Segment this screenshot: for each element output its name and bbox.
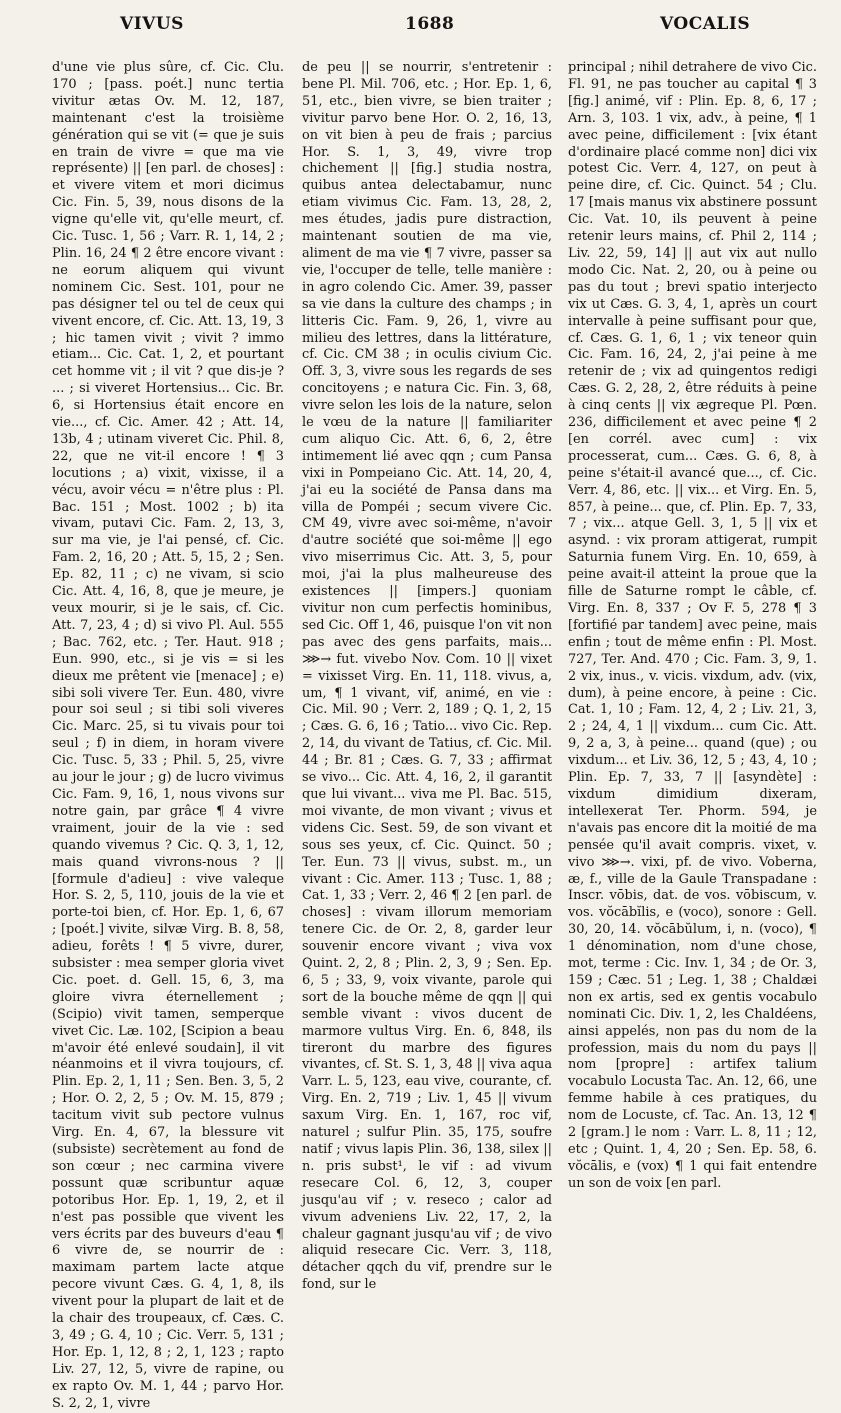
- column-text: de peu || se nourrir, s'entretenir : bene Pl. Mil. 706, etc. ; Hor. Ep. 1, 6, 51, etc., bien vivre, se bien traiter ; vivitur parvo bene Hor. O. 2, 16, 13, on vit bien à peu de frais ; parcius Hor. S. 1, 3, 49, vivre trop chichement || [fig.] studia nostra, quibus antea delectabamur, nunc etiam vivimus Cic. Fam. 13, 28, 2, mes études, jadis pure distraction, maintenant soutien de ma vie, aliment de ma vie ¶ 7 vivre, passer sa vie, l'occuper de telle, telle manière : in agro colendo Cic. Amer. 39, passer sa vie dans la culture des champs ; in litteris Cic. Fam. 9, 26, 1, vivre au milieu des lettres, dans la littérature, cf. Cic. CM 38 ; in oculis civium Cic. Off. 3, 3, vivre sous les regards de ses concitoyens ; e natura Cic. Fin. 3, 68, vivre selon les lois de la nature, selon le vœu de la nature || familiariter cum aliquo Cic. Att. 6, 6, 2, être intimement lié avec qqn ; cum Pansa vixi in Pompeiano Cic. Att. 14, 20, 4, j'ai eu la société de Pansa dans ma villa de Pompéi ; secum vivere Cic. CM 49, vivre avec soi-même, n'avoir d'autre société que soi-même || ego vivo miserrimus Cic. Att. 3, 5, pour moi, j'ai la plus malheureuse des existences || [impers.] quoniam vivitur non cum perfectis hominibus, sed Cic. Off 1, 46, puisque l'on vit non pas avec des gens parfaits, mais... ⋙→ fut. vivebo Nov. Com. 10 || vixet = vixisset Virg. En. 11, 118. vivus, a, um, ¶ 1 vivant, vif, animé, en vie : Cic. Mil. 90 ; Verr. 2, 189 ; Q. 1, 2, 15 ; Cæs. G. 6, 16 ; Tatio... vivo Cic. Rep. 2, 14, du vivant de Tatius, cf. Cic. Mil. 44 ; Br. 81 ; Cæs. G. 7, 33 ; affirmat se vivo... Cic. Att. 4, 16, 2, il garantit que lui vivant... viva me Pl. Bac. 515, moi vivante, de mon vivant ; vivus et videns Cic. Sest. 59, de son vivant et sous ses yeux, cf. Cic. Quinct. 50 ; Ter. Eun. 73 || vivus, subst. m., un vivant : Cic. Amer. 113 ; Tusc. 1, 88 ; Cat. 1, 33 ; Verr. 2, 46 ¶ 2 [en parl. de choses] : vivam illorum memoriam tenere Cic. de Or. 2, 8, garder leur souvenir encore vivant ; viva vox Quint. 2, 2, 8 ; Plin. 2, 3, 9 ; Sen. Ep. 6, 5 ; 33, 9, voix vivante, parole qui sort de la bouche même de qqn || qui semble vivant : vivos ducent de marmore vultus Virg. En. 6, 848, ils tireront du marbre des figures vivantes, cf. St. S. 1, 3, 48 || viva aqua Varr. L. 5, 123, eau vive, courante, cf. Virg. En. 2, 719 ; Liv. 1, 45 || vivum saxum Virg. En. 1, 167, roc vif, naturel ; sulfur Plin. 35, 175, soufre natif ; vivus lapis Plin. 36, 138, silex || n. pris subst¹, le vif : ad vivum resecare Col. 6, 12, 3, couper jusqu'au vif ; v. reseco ; calor ad vivum adveniens Liv. 22, 17, 2, la chaleur gagnant jusqu'au vif ; de vivo aliquid resecare Cic. Verr. 3, 118, détacher qqch du vif, prendre sur le fond, sur le: [302, 60, 552, 1293]
- text-column-right: [568, 60, 817, 1350]
- text-column-left: [52, 60, 284, 1411]
- header-last-headword: VOCALIS: [660, 14, 751, 34]
- header-first-headword: VIVUS: [120, 14, 184, 34]
- text-column-middle: [302, 60, 552, 1350]
- page-number: 1688: [405, 14, 455, 34]
- column-text: principal ; nihil detrahere de vivo Cic. Fl. 91, ne pas toucher au capital ¶ 3 [fig.] animé, vif : Plin. Ep. 8, 6, 17 ; Arn. 3, 103. 1 vix, adv., à peine, ¶ 1 avec peine, difficilement : [vix étant d'ordinaire placé comme non] dici vix potest Cic. Verr. 4, 127, on peut à peine dire, cf. Cic. Quinct. 54 ; Clu. 17 [mais manus vix abstinere possunt Cic. Vat. 10, ils peuvent à peine retenir leurs mains, cf. Phil 2, 114 ; Liv. 22, 59, 14] || aut vix aut nullo modo Cic. Nat. 2, 20, ou à peine ou pas du tout ; brevi spatio interjecto vix ut Cæs. G. 3, 4, 1, après un court intervalle à peine suffisant pour que, cf. Cæs. G. 1, 6, 1 ; vix teneor quin Cic. Fam. 16, 24, 2, j'ai peine à me retenir de ; vix ad quingentos redigi Cæs. G. 2, 28, 2, être réduits à peine à cinq cents || vix ægreque Pl. Pœn. 236, difficilement et avec peine ¶ 2 [en corrél. avec cum] : vix processerat, cum... Cæs. G. 6, 8, à peine s'était-il avancé que..., cf. Cic. Verr. 4, 86, etc. || vix... et Virg. En. 5, 857, à peine... que, cf. Plin. Ep. 7, 33, 7 ; vix... atque Gell. 3, 1, 5 || vix et asynd. : vix proram attigerat, rumpit Saturnia funem Virg. En. 10, 659, à peine avait-il atteint la proue que la fille de Saturne rompt le câble, cf. Virg. En. 8, 337 ; Ov F. 5, 278 ¶ 3 [fortifié par tandem] avec peine, mais enfin ; tout de même enfin : Pl. Most. 727, Ter. And. 470 ; Cic. Fam. 3, 9, 1. 2 vix, inus., v. vicis. vixdum, adv. (vix, dum), à peine encore, à peine : Cic. Cat. 1, 10 ; Fam. 12, 4, 2 ; Liv. 21, 3, 2 ; 24, 4, 1 || vixdum... cum Cic. Att. 9, 2 a, 3, à peine... quand (que) ; ou vixdum... et Liv. 36, 12, 5 ; 43, 4, 10 ; Plin. Ep. 7, 33, 7 || [asyndète] : vixdum dimidium dixeram, intellexerat Ter. Phorm. 594, je n'avais pas encore dit la moitié de ma pensée qu'il avait compris. vixet, v. vivo ⋙→. vixi, pf. de vivo. Voberna, æ, f., ville de la Gaule Transpadane : Inscr. vōbis, dat. de vos. vōbiscum, v. vos. vŏcābĭlis, e (voco), sonore : Gell. 30, 20, 14. vŏcābŭlum, i, n. (voco), ¶ 1 dénomination, nom d'une chose, mot, terme : Cic. Inv. 1, 34 ; de Or. 3, 159 ; Cæc. 51 ; Leg. 1, 38 ; Chaldæi non ex artis, sed ex gentis vocabulo nominati Cic. Div. 1, 2, les Chaldéens, ainsi appelés, non pas du nom de la profession, mais du nom du pays || nom [propre] : artifex talium vocabulo Locusta Tac. An. 12, 66, une femme habile à ces pratiques, du nom de Locuste, cf. Tac. An. 13, 12 ¶ 2 [gram.] le nom : Varr. L. 8, 11 ; 12, etc ; Quint. 1, 4, 20 ; Sen. Ep. 58, 6. vŏcālis, e (vox) ¶ 1 qui fait entendre un son de voix [en parl.: [568, 60, 817, 1191]
- column-text: d'une vie plus sûre, cf. Cic. Clu. 170 ; [pass. poét.] nunc tertia vivitur ætas Ov. M. 12, 187, maintenant c'est la troisième génération qui se vit (= que je suis en train de vivre = que ma vie représente) || [en parl. de choses] : et vivere vitem et mori dicimus Cic. Fin. 5, 39, nous disons de la vigne qu'elle vit, qu'elle meurt, cf. Cic. Tusc. 1, 56 ; Varr. R. 1, 14, 2 ; Plin. 16, 24 ¶ 2 être encore vivant : ne eorum aliquem qui vivunt nominem Cic. Sest. 101, pour ne pas désigner tel ou tel de ceux qui vivent encore, cf. Cic. Att. 13, 19, 3 ; hic tamen vivit ; vivit ? immo etiam... Cic. Cat. 1, 2, et pourtant cet homme vit ; il vit ? que dis-je ? ... ; si viveret Hortensius... Cic. Br. 6, si Hortensius était encore en vie..., cf. Cic. Amer. 42 ; Att. 14, 13b, 4 ; utinam viveret Cic. Phil. 8, 22, que ne vit-il encore ! ¶ 3 locutions ; a) vixit, vixisse, il a vécu, avoir vécu = n'être plus : Pl. Bac. 151 ; Most. 1002 ; b) ita vivam, putavi Cic. Fam. 2, 13, 3, sur ma vie, je l'ai pensé, cf. Cic. Fam. 2, 16, 20 ; Att. 5, 15, 2 ; Sen. Ep. 82, 11 ; c) ne vivam, si scio Cic. Att. 4, 16, 8, que je meure, je veux mourir, si je le sais, cf. Cic. Att. 7, 23, 4 ; d) si vivo Pl. Aul. 555 ; Bac. 762, etc. ; Ter. Haut. 918 ; Eun. 990, etc., si je vis = si les dieux me prêtent vie [menace] ; e) sibi soli vivere Ter. Eun. 480, vivre pour soi seul ; si tibi soli viveres Cic. Marc. 25, si tu vivais pour toi seul ; f) in diem, in horam vivere Cic. Tusc. 5, 33 ; Phil. 5, 25, vivre au jour le jour ; g) de lucro vivimus Cic. Fam. 9, 16, 1, nous vivons sur notre gain, par grâce ¶ 4 vivre vraiment, jouir de la vie : sed quando vivemus ? Cic. Q. 3, 1, 12, mais quand vivrons-nous ? || [formule d'adieu] : vive valeque Hor. S. 2, 5, 110, jouis de la vie et porte-toi bien, cf. Hor. Ep. 1, 6, 67 ; [poét.] vivite, silvæ Virg. B. 8, 58, adieu, forêts ! ¶ 5 vivre, durer, subsister : mea semper gloria vivet Cic. poet. d. Gell. 15, 6, 3, ma gloire vivra éternellement ; (Scipio) vivit tamen, semperque vivet Cic. Læ. 102, [Scipion a beau m'avoir été enlevé soudain], il vit néanmoins et il vivra toujours, cf. Plin. Ep. 2, 1, 11 ; Sen. Ben. 3, 5, 2 ; Hor. O. 2, 2, 5 ; Ov. M. 15, 879 ; tacitum vivit sub pectore vulnus Virg. En. 4, 67, la blessure vit (subsiste) secrètement au fond de son cœur ; nec carmina vivere possunt quæ scribuntur aquæ potoribus Hor. Ep. 1, 19, 2, et il n'est pas possible que vivent les vers écrits par des buveurs d'eau ¶ 6 vivre de, se nourrir de : maximam partem lacte atque pecore vivunt Cæs. G. 4, 1, 8, ils vivent pour la plupart de lait et de la chair des troupeaux, cf. Cæs. C. 3, 49 ; G. 4, 10 ; Cic. Verr. 5, 131 ; Hor. Ep. 1, 12, 8 ; 2, 1, 123 ; rapto Liv. 27, 12, 5, vivre de rapine, ou ex rapto Ov. M. 1, 44 ; parvo Hor. S. 2, 2, 1, vivre: [52, 60, 284, 1411]
- running-header: [0, 14, 841, 48]
